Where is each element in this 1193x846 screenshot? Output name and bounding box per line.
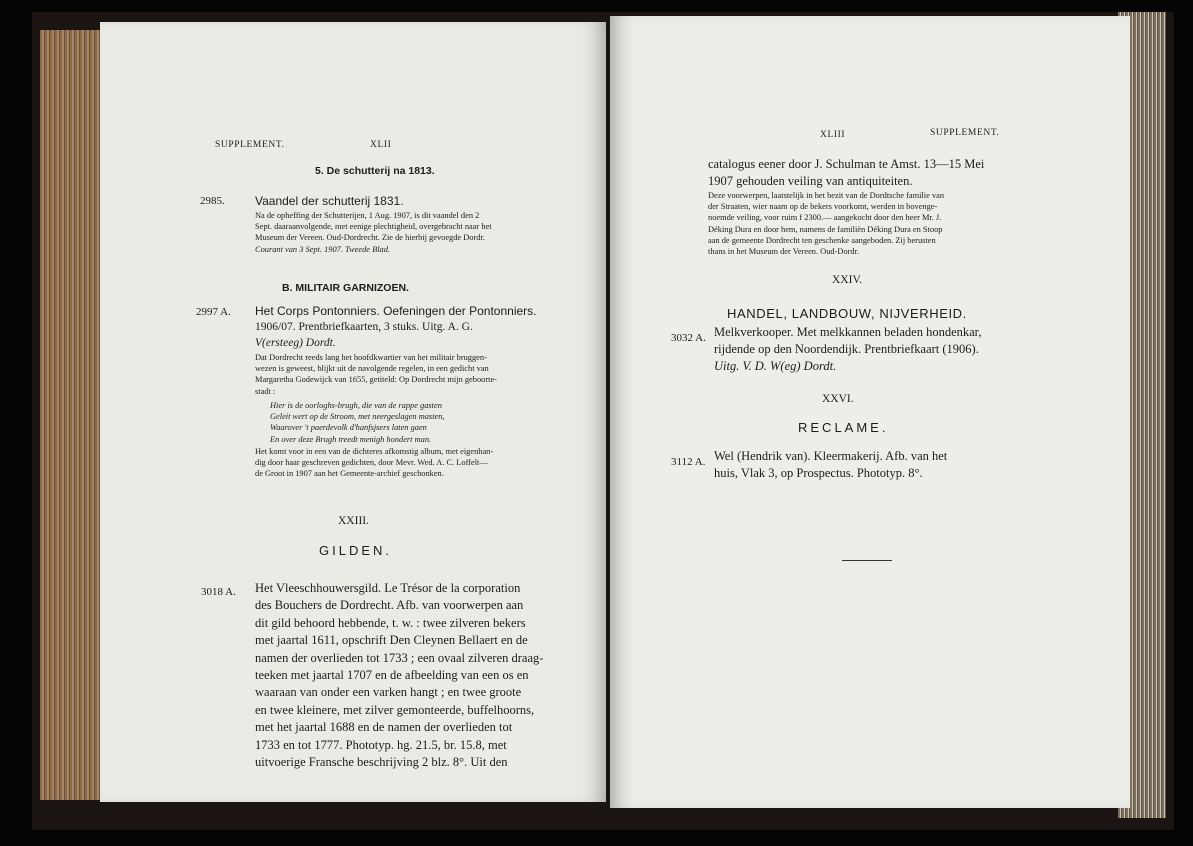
entry-notes-2985 (255, 210, 492, 255)
note-line: Margaretha Godewijck van 1655, getiteld: Op Dordrecht mijn geboorte- (255, 375, 497, 385)
right-header-label: SUPPLEMENT. (930, 128, 1000, 138)
note-line: Courant van 3 Sept. 1907. Tweede Blad. (255, 244, 390, 254)
entry-line: Het Corps Pontonniers. Oefeningen der Pontonniers. (255, 304, 537, 318)
entry-number-3112: 3112 A. (671, 456, 706, 468)
poem (270, 400, 445, 445)
entry-line: huis, Vlak 3, op Prospectus. Phototyp. 8°. (714, 466, 923, 480)
entry-number-2997: 2997 A. (196, 306, 231, 318)
poem-line: Waarover 't paerdevolk d'hanfsjsers laten gaen (270, 423, 427, 433)
poem-line: Hier is de oorloghs-brugh, die van de rappe gasten (270, 401, 442, 410)
entry-line: teeken met jaartal 1707 en de afbeelding van een os en (255, 668, 529, 683)
left-page-edges (40, 30, 108, 800)
note-line: der Straaten, wier naam op de bekers voorkomt, werden in bovenge- (708, 202, 938, 212)
note-line: Museum der Vereen. Oud-Dordrecht. Zie de hierbij gevoegde Dordr. (255, 233, 485, 243)
entry-line: dit gild behoord hebbende, t. w. : twee zilveren bekers (255, 615, 526, 630)
note-line: Het komt voor in een van de dichteres afkomstig album, met eigenhan- (255, 447, 494, 456)
chapter-number-xxiv: XXIV. (832, 274, 863, 286)
section-heading-schutterij: 5. De schutterij na 1813. (315, 165, 435, 177)
entry-line: met het jaartal 1688 en de namen der overlieden tot (255, 720, 513, 735)
note-line: Deze voorwerpen, laatstelijk in het bezit van de Dordtsche familie van (708, 191, 945, 200)
entry-line: Wel (Hendrik van). Kleermakerij. Afb. van het (714, 449, 948, 463)
entry-line: rijdende op den Noordendijk. Prentbriefkaart (1906). (714, 342, 979, 356)
entry-line: 1733 en tot 1777. Phototyp. hg. 21.5, br. 15.8, met (255, 737, 507, 752)
right-page-number: XLIII (820, 130, 846, 140)
section-heading-garnizoen: B. MILITAIR GARNIZOEN. (282, 282, 409, 294)
entry-line: namen der overlieden tot 1733 ; een ovaal zilveren draag- (255, 650, 544, 665)
note-line: stadt : (255, 386, 276, 396)
entry-notes-after-2997 (255, 446, 493, 480)
entry-body-3112 (714, 448, 947, 482)
entry-line: 1906/07. Prentbriefkaarten, 3 stuks. Uitg. A. G. (255, 321, 473, 333)
left-page-number: XLII (370, 140, 392, 150)
entry-line: Melkverkooper. Met melkkannen beladen hondenkar, (714, 325, 982, 339)
note-line: noemde veiling, voor ruim f 2300.— aangekocht door den heer Mr. J. (708, 213, 942, 223)
note-line: thans in het Museum der Vereen. Oud-Dordr. (708, 247, 860, 257)
entry-line: Het Vleeschhouwersgild. Le Trésor de la corporation (255, 581, 521, 595)
entry-body-3032 (714, 324, 981, 375)
end-rule (842, 560, 892, 561)
chapter-number-xxvi: XXVI. (822, 393, 854, 405)
note-line: wezen is geweest, blijkt uit de navolgende regelen, in een gedicht van (255, 364, 489, 374)
note-line: Sept. daaraanvolgende, met eenige plechtigheid, overgebracht naar het (255, 222, 492, 232)
continuation-text (708, 156, 984, 190)
entry-line: 1907 gehouden veiling van antiquiteiten. (708, 174, 913, 188)
poem-line: En over deze Brugh treedt menigh hondert man. (270, 434, 432, 444)
entry-line: Uitg. V. D. W(eg) Dordt. (714, 359, 837, 373)
right-page (610, 16, 1130, 808)
entry-number-3018: 3018 A. (201, 586, 236, 598)
entry-number-3032: 3032 A. (671, 332, 706, 344)
chapter-heading-gilden: GILDEN. (319, 543, 393, 558)
entry-line: uitvoerige Fransche beschrijving 2 blz. 8°. Uit den (255, 755, 508, 770)
entry-line: waaraan van onder een varken hangt ; en twee groote (255, 685, 522, 700)
chapter-heading-reclame: RECLAME. (798, 420, 889, 435)
left-header-label: SUPPLEMENT. (215, 140, 285, 150)
entry-notes-2997 (255, 352, 497, 397)
entry-line: des Bouchers de Dordrecht. Afb. van voorwerpen aan (255, 598, 524, 613)
note-line: de Groot in 1907 aan het Gemeente-archief geschonken. (255, 469, 444, 479)
chapter-heading-handel: HANDEL, LANDBOUW, NIJVERHEID. (727, 306, 967, 321)
entry-line: en twee kleinere, met zilver gemonteerde, buffelhoorns, (255, 702, 535, 717)
left-page (100, 22, 606, 802)
note-line: dig door haar geschreven gedichten, door Mevr. Wed. A. C. Loffelt— (255, 458, 488, 468)
chapter-number-xxiii: XXIII. (338, 515, 369, 527)
entry-number-2985: 2985. (200, 195, 225, 207)
note-line: Na de opheffing der Schutterijen, 1 Aug. 1907, is dit vaandel den 2 (255, 211, 480, 220)
entry-title-2985: Vaandel der schutterij 1831. (255, 194, 404, 208)
entry-body-2997 (255, 303, 537, 351)
note-line: Dat Dordrecht reeds lang het hoofdkwartier van het militair bruggen- (255, 353, 487, 362)
poem-line: Geleit wert op de Stroom, met neergeslagen masten, (270, 412, 445, 422)
entry-body-3018 (255, 580, 543, 771)
note-line: aan de gemeente Dordrecht ten geschenke aangeboden. Zij berusten (708, 235, 936, 245)
entry-line: V(ersteeg) Dordt. (255, 337, 336, 349)
continuation-notes (708, 190, 944, 257)
entry-line: catalogus eener door J. Schulman te Amst. 13—15 Mei (708, 157, 985, 171)
entry-line: met jaartal 1611, opschrift Den Cleynen Bellaert en de (255, 633, 528, 648)
note-line: Déking Dura en door hem, namens de familiën Déking Dura en Stoop (708, 224, 943, 234)
